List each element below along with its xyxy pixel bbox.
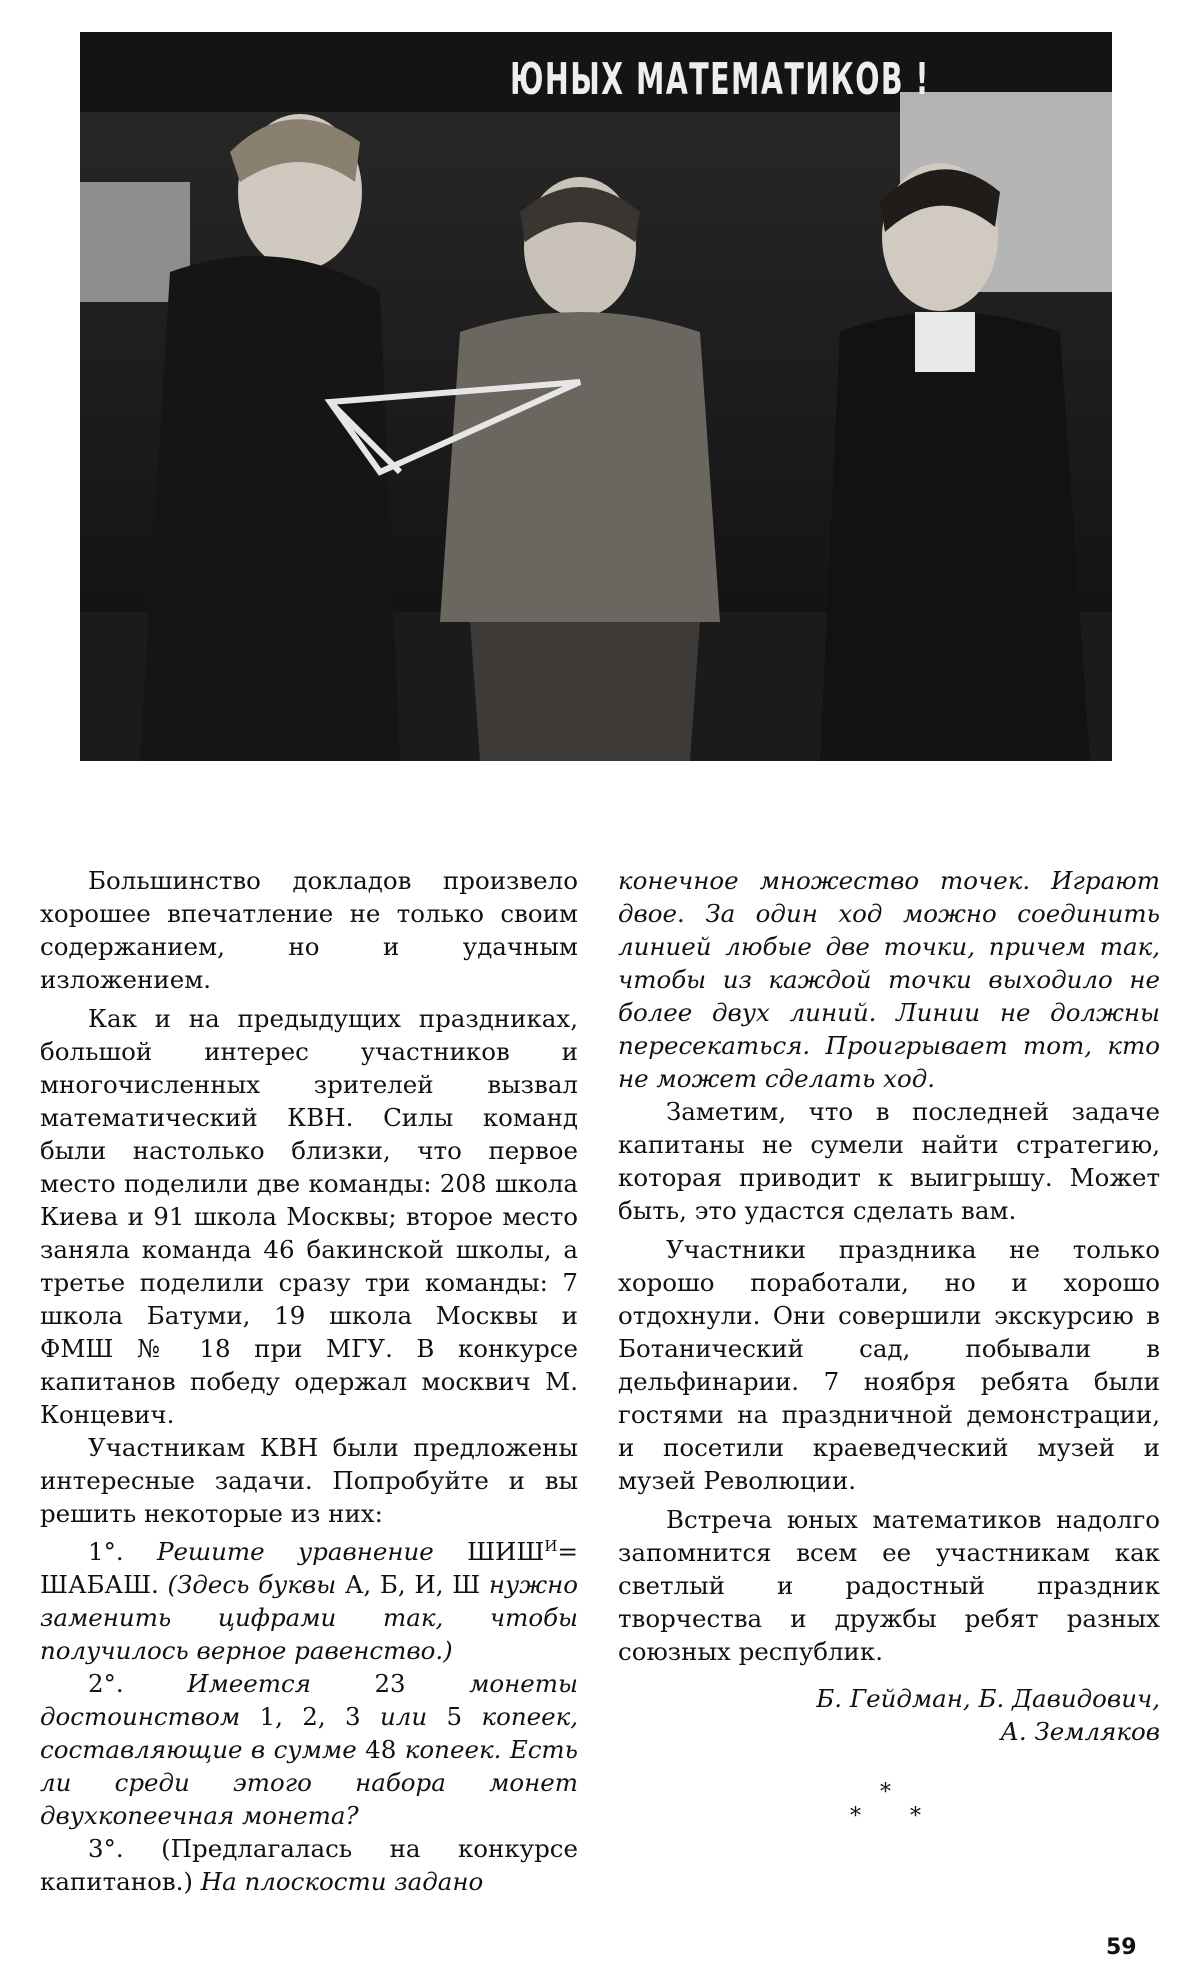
photo-illustration: [80, 32, 1112, 761]
star-icon: *: [880, 1780, 891, 1805]
paragraph: Заметим, что в последней задаче капитаны не сумели найти стратегию, которая приводит к выигрышу. Может быть, это удастся сделать вам.: [618, 1097, 1160, 1225]
equation-term: = ШАБАШ.: [40, 1537, 578, 1600]
task-3: [40, 1832, 578, 1898]
authors-line-2: А. Земляков: [1000, 1717, 1160, 1746]
task-number-value: 1, 2, 3: [259, 1702, 361, 1732]
task-number: 1°.: [88, 1537, 124, 1567]
photo-banner-text: ЮНЫХ МАТЕМАТИКОВ !: [510, 54, 930, 105]
task-text: копеек, составляющие в сумме: [40, 1702, 579, 1765]
equation-exponent: И: [544, 1537, 558, 1555]
left-column: [40, 864, 578, 1898]
task-number: 2°.: [88, 1669, 124, 1699]
paragraph: Участники праздника не только хорошо поработали, но и хорошо отдохнули. Они совершили экскурсию в Ботанический сад, побывали в дельфинарии. 7 ноября ребята были гостями на праздничной демонстрации, и посетили краеведческий музей и музей Революции.: [618, 1235, 1160, 1495]
task-3-continuation: конечное множество точек. Играют двое. За один ход можно соединить линией любые две точки, причем так, чтобы из каждой точки выходило не более двух линий. Линии не должны пересекаться. Проигрывает тот, кто не может сделать ход.: [618, 866, 1160, 1093]
task-text: или: [379, 1702, 428, 1732]
task-text: На плоскости задано: [200, 1867, 484, 1897]
star-icon: *: [850, 1804, 861, 1829]
right-column: [618, 864, 1160, 1748]
paragraph: Встреча юных математиков надолго запомнится всем ее участникам как светлый и радостный праздник творчества и дружбы ребят разных союзных республик.: [618, 1505, 1160, 1666]
star-icon: *: [910, 1804, 921, 1829]
task-1: [40, 1530, 578, 1667]
paragraph: Большинство докладов произвело хорошее впечатление не только своим содержанием, но и удачным изложением.: [40, 866, 578, 994]
task-text: Решите уравнение: [156, 1537, 434, 1567]
task-text: (Предлагалась на конкурсе капитанов.): [40, 1834, 578, 1897]
paragraph: Как и на предыдущих праздниках, большой интерес участников и многочисленных зрителей вызвал математический КВН. Силы команд были настолько близки, что первое место поделили две команды: 208 школа Киева и 91 школа Москвы; второе место заняла команда 46 бакинской школы, а третье поделили сразу три команды: 7 школа Батуми, 19 школа Москвы и ФМШ № 18 при МГУ. В конкурсе капитанов победу одержал москвич М. Концевич.: [40, 1004, 578, 1429]
article-photo: [80, 32, 1112, 761]
task-number-value: 48: [365, 1735, 397, 1765]
authors-line-1: Б. Гейдман, Б. Давидович,: [816, 1684, 1160, 1713]
task-number-value: 23: [374, 1669, 406, 1699]
task-text: Имеется: [187, 1669, 311, 1699]
task-number: 3°.: [88, 1834, 124, 1864]
task-text: (Здесь буквы: [167, 1570, 337, 1600]
task-text: нужно заменить цифрами так, чтобы получилось верное равенство.): [40, 1570, 578, 1666]
section-separator: [840, 1780, 920, 1840]
paragraph: Участникам КВН были предложены интересные задачи. Попробуйте и вы решить некоторые из них:: [40, 1433, 578, 1528]
task-letters: А, Б, И, Ш: [344, 1570, 481, 1600]
page-number: 59: [1106, 1935, 1137, 1960]
task-number-value: 5: [446, 1702, 463, 1732]
task-text: монеты достоинством: [40, 1669, 578, 1732]
task-2: [40, 1667, 578, 1832]
equation-term: ШИШ: [467, 1537, 545, 1567]
task-text: копеек. Есть ли среди этого набора монет двухкопеечная монета?: [40, 1735, 578, 1831]
